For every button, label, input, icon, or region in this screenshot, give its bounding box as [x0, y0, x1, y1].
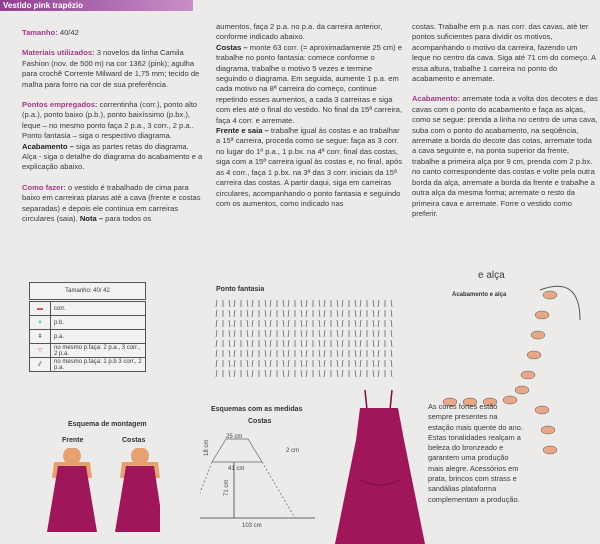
stitch-mark — [301, 370, 302, 377]
stitch-mark — [252, 340, 253, 347]
stitch-mark — [265, 370, 266, 377]
stitch-mark — [319, 340, 320, 347]
stitch-mark — [229, 310, 230, 317]
stitch-mark — [324, 300, 325, 307]
stitch-mark — [319, 300, 320, 307]
note-text: para todos os — [105, 214, 152, 224]
column-1 — [22, 28, 204, 235]
column-2 — [216, 22, 402, 209]
finish-bold: Acabamento – — [22, 141, 74, 151]
measures-subtitle: Costas — [248, 418, 272, 425]
tall-stitch-icon: ǂ — [30, 330, 51, 344]
fan-stitch-mark — [543, 446, 557, 454]
stitch-mark — [342, 370, 343, 377]
stitch-mark — [342, 300, 343, 307]
stitch-mark — [216, 330, 217, 337]
stitch-mark — [283, 340, 284, 347]
assembly-title: Esquema de montagem — [68, 421, 147, 428]
stitch-mark — [234, 330, 235, 337]
stitch-mark — [229, 320, 230, 327]
stitch-mark — [306, 330, 307, 337]
stitch-mark — [391, 370, 392, 377]
legend-row: no mesmo p.faça: 2 p.a., 3 corr., 2 p.a. — [51, 344, 146, 358]
stitch-mark — [360, 330, 361, 337]
stitch-mark — [319, 310, 320, 317]
stitch-mark — [360, 350, 361, 357]
stitch-mark — [270, 370, 271, 377]
stitch-mark — [355, 330, 356, 337]
stitch-mark — [391, 360, 392, 367]
stitch-mark — [306, 350, 307, 357]
stitch-mark — [247, 340, 248, 347]
stitch-mark — [247, 300, 248, 307]
stitch-mark — [342, 350, 343, 357]
fan-stitch-mark — [535, 311, 549, 319]
stitch-mark — [301, 310, 302, 317]
stitch-mark — [319, 370, 320, 377]
stitch-mark — [301, 360, 302, 367]
stitch-mark — [283, 360, 284, 367]
stitch-mark — [252, 310, 253, 317]
stitch-mark — [229, 340, 230, 347]
stitch-mark — [234, 300, 235, 307]
stitch-mark — [355, 300, 356, 307]
size-value: 40/42 — [59, 28, 79, 37]
stitch-mark — [216, 360, 217, 367]
stitch-diagram — [212, 298, 402, 388]
stitch-mark — [319, 360, 320, 367]
stitch-mark — [247, 320, 248, 327]
strap-diagram-title: Acabamento e alça — [452, 292, 507, 298]
stitch-mark — [319, 330, 320, 337]
stitch-mark — [216, 340, 217, 347]
assembly-figures — [40, 448, 160, 534]
finish-instructions: arremate toda a volta dos decotes e das cavas com o ponto do acabamento e faça as alças, como se segue: prenda a linha no centro de uma cava, suba com o ponto do acabamento, na seqüência, arremate a borda do decote das cotas, arremate toda a cava seguinte e, na ponta superior da frente, trabalhe a primeira alça por 9 cm, prenda com 2 p.bx. no canto correspondente das costas e volte pela outra borda da alça, arremate a borda da frente e trabalhe a outra alça da mesma forma; arremate o resto da primeira cava e arremate. Forre o vestido como preferir. — [412, 94, 598, 218]
stitch-mark — [355, 370, 356, 377]
stitch-mark — [283, 330, 284, 337]
stitch-mark — [373, 320, 374, 327]
back-text: monte 63 corr. (= aproximadamente 25 cm) e trabalhe no ponto fantasia: comece conforme o diagrama, trabalhe o motivo 5 vezes e termine seguindo o diagrama. Em seguida, aumente 1 p.a. em cada motivo na 8ª carreira do começo, continue repetindo esses aumentos, a cada 3 carreiras e siga com eles até o final do vestido. No final da 15ª carreira, faça 4 corr. e arremate. — [216, 42, 403, 125]
stitch-mark — [337, 350, 338, 357]
stitch-mark — [306, 310, 307, 317]
stitch-mark — [337, 300, 338, 307]
stitch-mark — [355, 310, 356, 317]
measures-title: Esquemas com as medidas — [211, 406, 303, 413]
stitch-mark — [252, 320, 253, 327]
stitch-mark — [337, 320, 338, 327]
stitch-mark — [301, 320, 302, 327]
stitch-mark — [373, 310, 374, 317]
stitch-mark — [306, 300, 307, 307]
stitch-mark — [319, 350, 320, 357]
materials-text: 3 novelos da linha Camila Fashion (nov. de 500 m) na cor 1362 (pink); agulha para crochê Corrente Milward de 1,75 mm; tecido de malha para forro na cor de sua preferência. — [22, 48, 200, 89]
stitch-mark — [229, 300, 230, 307]
stitch-mark — [270, 310, 271, 317]
section-title: Vestido pink trapézio — [0, 0, 193, 11]
stitch-mark — [288, 360, 289, 367]
front-dress-figure — [47, 448, 97, 532]
fan-stitch-mark — [543, 291, 557, 299]
stitch-mark — [252, 370, 253, 377]
stitch-mark — [229, 330, 230, 337]
stitches-label: Pontos empregados: — [22, 100, 98, 110]
stitch-mark — [288, 350, 289, 357]
stitch-mark — [283, 320, 284, 327]
stitch-mark — [283, 300, 284, 307]
stitch-mark — [270, 360, 271, 367]
stitch-mark — [378, 330, 379, 337]
stitch-mark — [216, 350, 217, 357]
dress-photo — [330, 390, 430, 544]
stitch-mark — [306, 340, 307, 347]
stitch-mark — [229, 350, 230, 357]
stitch-mark — [306, 370, 307, 377]
stitch-mark — [252, 360, 253, 367]
stitch-mark — [391, 310, 392, 317]
fan-stitch-mark — [541, 426, 555, 434]
legend-row: p.a. — [51, 330, 146, 344]
measure-103: 103 cm — [242, 523, 262, 529]
legend-table — [29, 282, 146, 372]
stitch-mark — [265, 320, 266, 327]
stitch-mark — [342, 310, 343, 317]
stitch-mark — [216, 370, 217, 377]
stitch-mark — [342, 330, 343, 337]
legend-row: no mesmo p.faça: 1 p.b 3 corr., 2 p.a. — [51, 358, 146, 372]
stitch-mark — [324, 370, 325, 377]
fan-stitch-mark — [527, 351, 541, 359]
measure-18: 18 cm — [204, 439, 210, 456]
stitch-mark — [283, 310, 284, 317]
howto-label: Como fazer: — [22, 182, 66, 192]
howto-text: o vestido é trabalhado de cima para baixo em carreiras planas até a cava (frente e costas separadas) e depois ele continua em carreiras circulares (saia). — [22, 182, 201, 224]
stitch-mark — [355, 350, 356, 357]
stitch-mark — [247, 360, 248, 367]
measures-diagram — [200, 430, 330, 530]
legend-title: Tamanho: 40/ 42 — [30, 283, 146, 301]
stitch-mark — [378, 350, 379, 357]
stitch-mark — [355, 340, 356, 347]
front-bold: Frente e saia – — [216, 126, 269, 136]
stitch-mark — [265, 340, 266, 347]
stitch-mark — [324, 330, 325, 337]
stitch-mark — [216, 310, 217, 317]
size-label: Tamanho: — [22, 28, 58, 37]
stitch-mark — [247, 310, 248, 317]
column-3 — [412, 22, 598, 229]
stitch-mark — [288, 340, 289, 347]
stitch-mark — [301, 350, 302, 357]
stitch-mark — [265, 350, 266, 357]
stitch-mark — [337, 330, 338, 337]
stitch-mark — [378, 320, 379, 327]
stitch-mark — [337, 370, 338, 377]
finish-text: siga as partes retas do diagrama. Alça - siga o detalhe do diagrama do acabamento e a explicação abaixo. — [22, 141, 203, 172]
stitch-mark — [391, 340, 392, 347]
stitch-mark — [324, 350, 325, 357]
front-label: Frente — [62, 437, 84, 444]
fan-icon: ▽ — [30, 344, 51, 358]
stitch-mark — [247, 350, 248, 357]
stitch-mark — [270, 320, 271, 327]
stitch-mark — [270, 330, 271, 337]
stitch-mark — [391, 320, 392, 327]
col3-para: costas. Trabalhe em p.a. nas corr. das cavas, até ter pontos suficientes para dividir os motivos, acompanhando o motivo da carreira, fazendo um leque no centro da cava. Siga até 71 cm do começo. A essa altura, trabalhe 1 carreira no ponto do acabamento e arremate. — [412, 22, 596, 84]
stitch-mark — [373, 370, 374, 377]
stitch-mark — [360, 370, 361, 377]
measure-25: 25 cm — [226, 434, 243, 440]
stitch-mark — [378, 370, 379, 377]
stitch-mark — [270, 340, 271, 347]
fan2-icon: ⁄⁄ — [30, 358, 51, 372]
fan-stitch-mark — [535, 406, 549, 414]
stitch-mark — [342, 340, 343, 347]
stitch-mark — [378, 360, 379, 367]
stitch-mark — [283, 370, 284, 377]
stitch-mark — [378, 340, 379, 347]
stitch-mark — [265, 300, 266, 307]
stitch-mark — [360, 300, 361, 307]
stitch-mark — [355, 320, 356, 327]
legend-row: corr. — [51, 301, 146, 316]
stitch-mark — [360, 360, 361, 367]
stitch-mark — [283, 350, 284, 357]
stitch-mark — [319, 320, 320, 327]
stitch-mark — [288, 300, 289, 307]
stitch-mark — [252, 350, 253, 357]
measure-71: 71 cm — [224, 479, 230, 496]
stitch-mark — [373, 330, 374, 337]
stitch-mark — [391, 300, 392, 307]
stitch-mark — [252, 330, 253, 337]
materials-label: Materiais utilizados: — [22, 48, 95, 58]
legend-row: p.b. — [51, 316, 146, 330]
stitch-mark — [373, 350, 374, 357]
stitches-text: correntinha (corr.), ponto alto (p.a.), ponto baixo (p.b.), ponto baixíssimo (p.bx.), leque – no mesmo ponto faça 2 p.a., 3 corr., 2 p.a.. Ponto fantasia – siga o respectivo diagrama. — [22, 100, 198, 141]
measure-2: 2 cm — [286, 448, 300, 454]
fan-stitch-mark — [531, 331, 545, 339]
back-label: Costas — [122, 437, 146, 444]
fan-stitch-mark — [515, 386, 529, 394]
stitch-mark — [306, 320, 307, 327]
photo-caption: As cores fortes estão sempre presentes na estação mais quente do ano. Estas tonalidades realçam a beleza do bronzeado e garantem uma produção mais alegre. Acessórios em prata, brincos com strass e sandálias plataforma complementam a produção. — [428, 402, 523, 504]
stitch-mark — [391, 330, 392, 337]
finish-label: Acabamento: — [412, 94, 461, 104]
stitch-mark — [234, 320, 235, 327]
stitch-mark — [373, 300, 374, 307]
stitch-mark — [342, 320, 343, 327]
stitch-mark — [306, 360, 307, 367]
stitch-mark — [216, 320, 217, 327]
chain-icon: ▬ — [30, 301, 51, 316]
stitch-mark — [342, 360, 343, 367]
stitch-mark — [270, 300, 271, 307]
stitch-mark — [234, 370, 235, 377]
stitch-mark — [324, 360, 325, 367]
stitch-mark — [337, 360, 338, 367]
note-bold: Nota – — [79, 214, 104, 224]
stitch-mark — [229, 360, 230, 367]
stitch-mark — [378, 300, 379, 307]
back-dress-figure — [115, 448, 160, 532]
stitch-mark — [288, 310, 289, 317]
stitch-mark — [324, 340, 325, 347]
back-bold: Costas – — [216, 42, 248, 52]
stitch-mark — [234, 360, 235, 367]
plus-icon: + — [30, 316, 51, 330]
stitch-mark — [337, 340, 338, 347]
stitch-mark — [252, 300, 253, 307]
stitch-mark — [337, 310, 338, 317]
stitch-mark — [360, 340, 361, 347]
stitch-mark — [234, 310, 235, 317]
stitch-mark — [373, 360, 374, 367]
stitch-mark — [265, 330, 266, 337]
stitch-mark — [355, 360, 356, 367]
stitch-mark — [301, 340, 302, 347]
stitch-mark — [288, 320, 289, 327]
stitch-mark — [324, 320, 325, 327]
stitch-mark — [378, 310, 379, 317]
stitch-mark — [234, 350, 235, 357]
stitch-mark — [301, 330, 302, 337]
stitch-mark — [234, 340, 235, 347]
stitch-mark — [216, 300, 217, 307]
stitch-mark — [324, 310, 325, 317]
stitch-mark — [301, 300, 302, 307]
fan-stitch-mark — [521, 371, 535, 379]
stitch-mark — [265, 360, 266, 367]
stitch-mark — [288, 330, 289, 337]
col2-para: aumentos, faça 2 p.a. no p.a. da carreira anterior, conforme indicado abaixo. — [216, 22, 383, 42]
stitch-mark — [288, 370, 289, 377]
stitch-mark — [265, 310, 266, 317]
stitch-mark — [229, 370, 230, 377]
stitch-mark — [360, 310, 361, 317]
stitch-mark — [270, 350, 271, 357]
strap-heading-fragment: e alça — [478, 270, 505, 281]
stitch-mark — [391, 350, 392, 357]
stitch-mark — [247, 330, 248, 337]
stitch-diagram-title: Ponto fantasia — [216, 286, 265, 293]
stitch-mark — [360, 320, 361, 327]
front-text: trabalhe igual às costas e ao trabalhar a 15ª carreira, proceda como se segue: faça as 3 corr. no lugar do 1º p.a., 1 p.bx. na 4ª corr. final das costas, siga com a 15ª carreira igual às costas e, no final, após as 4 corr., faça 1 p.bx. na 3ª das 3 corr. iniciais da 15ª carreira das costas. A partir daqui, siga em carreiras circulares, acompanhando o ponto fantasia e seguindo com os aumentos, como indicado nas — [216, 126, 403, 208]
measure-41: 41 cm — [228, 466, 245, 472]
stitch-mark — [247, 370, 248, 377]
stitch-mark — [373, 340, 374, 347]
